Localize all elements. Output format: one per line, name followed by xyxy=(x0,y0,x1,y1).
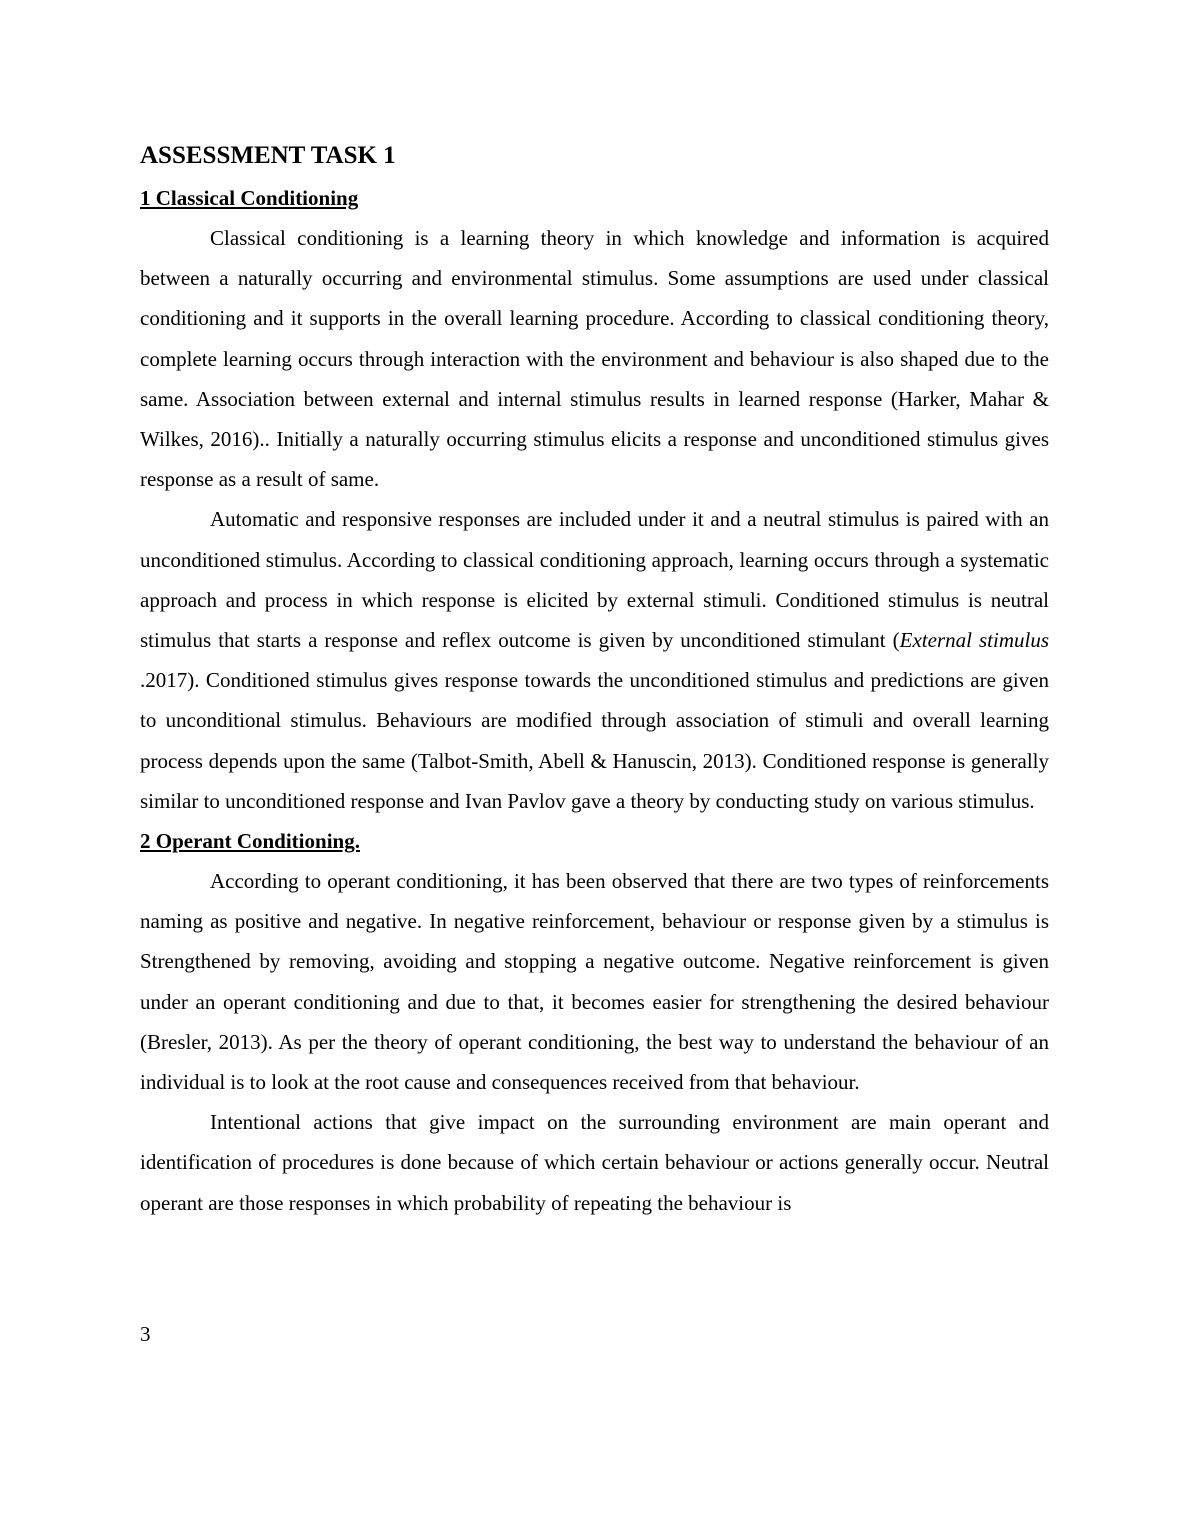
paragraph-text: According to operant conditioning, it has been observed that there are two types of reinforcements naming as positive and negative. In negative reinforcement, behaviour or response given by a stimulus is Strengthened by removing, avoiding and stopping a negative outcome. Negative reinforcement is given under an operant conditioning and due to that, it becomes easier for strengthening the desired behaviour (Bresler, 2013). As per the theory of operant conditioning, the best way to understand the behaviour of an individual is to look at the root cause and consequences received from that behaviour. xyxy=(140,869,1049,1095)
page-number: 3 xyxy=(140,1322,151,1346)
italic-source-title: External stimulus xyxy=(899,628,1049,653)
paragraph-text: Classical conditioning is a learning theory in which knowledge and information is acquired between a naturally occurring and environmental stimulus. Some assumptions are used under classical conditioning and it supports in the overall learning procedure. According to classical conditioning theory, complete learning occurs through interaction with the environment and behaviour is also shaped due to the same. Association between external and internal stimulus results in learned response (Harker, Mahar & Wilkes, 2016).. Initially a naturally occurring stimulus elicits a response and unconditioned stimulus gives response as a result of same. xyxy=(140,226,1049,492)
paragraph-text: Intentional actions that give impact on the surrounding environment are main operant and identification of procedures is done because of which certain behaviour or actions generally occur. Neutral operant are those responses in which probability of repeating the behaviour is xyxy=(140,1110,1049,1215)
document-title: ASSESSMENT TASK 1 xyxy=(140,142,396,169)
section-heading-operant-conditioning: 2 Operant Conditioning. xyxy=(140,829,360,854)
paragraph-operant-1 xyxy=(140,861,1049,1102)
paragraph-classical-1 xyxy=(140,218,1049,499)
paragraph-text: .2017). Conditioned stimulus gives response towards the unconditioned stimulus and predictions are given to unconditional stimulus. Behaviours are modified through association of stimuli and overall learning process depends upon the same (Talbot-Smith, Abell & Hanuscin, 2013). Conditioned response is generally similar to unconditioned response and Ivan Pavlov gave a theory by conducting study on various stimulus. xyxy=(140,668,1049,813)
paragraph-operant-2 xyxy=(140,1102,1049,1223)
section-heading-classical-conditioning: 1 Classical Conditioning xyxy=(140,186,359,210)
document-page xyxy=(140,138,1049,1223)
paragraph-text: Automatic and responsive responses are included under it and a neutral stimulus is paired with an unconditioned stimulus. According to classical conditioning approach, learning occurs through a systematic approach and process in which response is elicited by external stimuli. Conditioned stimulus is neutral stimulus that starts a response and reflex outcome is given by unconditioned stimulant ( xyxy=(140,507,1049,653)
paragraph-classical-2 xyxy=(140,499,1049,821)
